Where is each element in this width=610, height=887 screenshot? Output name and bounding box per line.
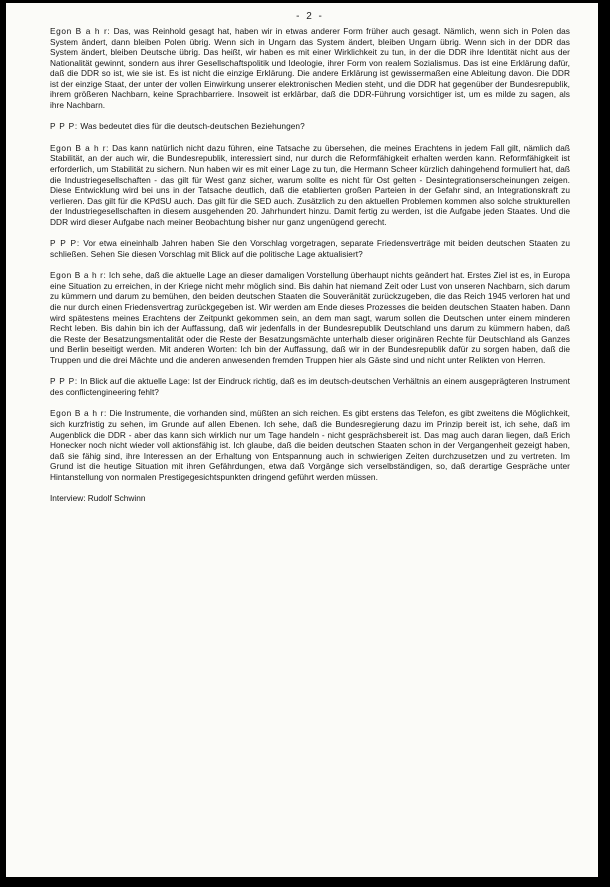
- speaker-label: Egon B a h r:: [50, 142, 110, 153]
- speaker-label: P P P:: [50, 121, 79, 132]
- page-number: - 2 -: [296, 11, 324, 22]
- question-paragraph: [50, 238, 570, 259]
- answer-paragraph: [50, 26, 570, 110]
- speaker-label: Egon B a h r:: [50, 270, 107, 281]
- speaker-label: Egon B a h r:: [50, 26, 111, 36]
- speaker-label: Egon B a h r:: [50, 408, 107, 419]
- paragraph-text: Was bedeutet dies für die deutsch-deutschen Beziehungen?: [80, 121, 305, 132]
- paragraph-text: Die Instrumente, die vorhanden sind, müßten an sich reichen. Es gibt erstens das Telefon, es gibt zweitens die Möglichkeit, sich kurzfristig zu sehen, im Grunde auf allen Ebenen. Ich sehe, daß die Bundesregierung dazu im Prinzip bereit ist, ich sehe, daß im Augenblick die DDR - aber das kann sich wirklich nur um Tage handeln - nicht gesprächsbereit ist. Das mag auch daran liegen, daß Erich Honecker noch nicht wieder voll aktionsfähig ist. Ich glaube, daß die beiden deutschen Staaten schon in der Vergangenheit gezeigt haben, daß sie fähig sind, ihre Interessen an der Erhaltung von Entspannung auch in schwierigen Zeiten durchzusetzen und zu vertreten. Im Grund ist die heutige Situation mit ihren Gefährdungen, etwa daß Vorgänge sich verselbständigen, so, daß derartige Gespräche unter Hintanstellung von normalen Prestigegesichtspunkten dringend geführt werden müssen.: [50, 408, 571, 482]
- question-paragraph: [50, 121, 570, 132]
- interview-credit: Interview: Rudolf Schwinn: [50, 493, 146, 504]
- question-paragraph: [50, 376, 570, 397]
- paragraph-text: Ich sehe, daß die aktuelle Lage an dieser damaligen Vorstellung überhaupt nichts geändert hat. Erstes Ziel ist es, in Europa eine Situation zu erreichen, in der Kriege nicht mehr möglich sind. Bis dahin hat niemand Zeit oder Lust von unseren Nachbarn, sich darum zu kümmern und darum zu bemühen, den beiden deutschen Staaten die Souveränität zurückzugeben, die das Reich 1945 verloren hat und die nur durch einen Friedensvertrag zurückgegeben ist. Wir werden am Ende dieses Prozesses die beiden deutschen Staaten haben. Dann wird spätestens meines Erachtens der Zeitpunkt gekommen sein, an dem man sagt, warum sollen die Deutschen unter einem minderen Recht leben. Bis dahin bin ich der Auffassung, daß wir jedenfalls in der Bundesrepublik Deutschland uns darum zu kümmern haben, daß die Reste der Besatzungsmentalität oder die Reste der Besatzungsmächte unterhalb dieser originären Rechte für Deutschland als Ganzes und Berlin beseitigt werden. Mit anderen Worten: Ich bin der Auffassung, daß wir in der Bundesrepublik dafür zu sorgen haben, daß die Truppen und die drei Mächte und die anderen anwesenden fremden Truppen hier als Gäste sind und nicht unter Relikten von Herren.: [50, 270, 571, 365]
- paragraph-text: In Blick auf die aktuelle Lage: Ist der Eindruck richtig, daß es im deutsch-deutschen Verhältnis an einem ausgeprägteren Instrument des conflictengineering fehlt?: [50, 376, 570, 397]
- answer-paragraph: [50, 408, 570, 482]
- paragraph-text: Vor etwa eineinhalb Jahren haben Sie den Vorschlag vorgetragen, separate Friedensverträge mit beiden deutschen Staaten zu schließen. Sehen Sie diesen Vorschlag mit Blick auf die politische Lage aktualisiert?: [50, 238, 570, 259]
- document-page: [6, 3, 598, 877]
- paragraph-text: Das kann natürlich nicht dazu führen, eine Tatsache zu übersehen, die meines Erachtens in jedem Fall gilt, nämlich daß Stabilität, an der auch wir, die Bundesrepublik, interessiert sind, nur durch die Reformfähigkeit erhalten werden kann. Reformfähigkeit ist erforderlich, um Stabilität zu sichern. Nun haben wir es mit einer Lage zu tun, die Hermann Scheer kürzlich dahingehend formuliert hat, daß die Industriegesellschaften - das gilt für West ganz sicher, warum sollte es nicht für Ost gelten - Desintegrationserscheinungen zeigen. Diese Entwicklung wird bei uns in der Tatsache deutlich, daß die etablierten großen Parteien in der Gefahr sind, an Integrationskraft zu verlieren. Das gilt für die KPdSU auch. Das gilt für die SED auch. Zusätzlich zu den aktuellen Problemen kommen also solche strukturellen der Industriegesellschaften in diesem ausgehenden 20. Jahrhundert hinzu. Damit fertig zu werden, ist die Aufgabe jeden Staates. Und die DDR wird dieser Aufgabe nach meiner Beobachtung bisher nur ganz ungenügend gerecht.: [50, 142, 571, 227]
- speaker-label: P P P:: [50, 238, 80, 249]
- answer-paragraph: [50, 143, 570, 227]
- speaker-label: P P P:: [50, 376, 79, 387]
- answer-paragraph: [50, 270, 570, 365]
- paragraph-text: Das, was Reinhold gesagt hat, haben wir in etwas anderer Form früher auch gesagt. Nämlich, wenn sich in Polen das System ändert, dann bleiben Polen übrig. Wenn sich in Ungarn das System ändert, bleiben Ungarn übrig. Wenn sich in der DDR das System ändert, bleiben Deutsche übrig. Das heißt, wir haben es mit einer Wirklichkeit zu tun, in der die DDR ihre Identität nicht aus der Nationalität gewinnt, sondern aus ihrer Gesellschaftspolitik und Ideologie, ihrer Form von realem Sozialismus. Das ist eine Erklärung dafür, daß die DDR so ist, wie sie ist. Es ist nicht die einzige Erklärung. Die andere Erklärung ist gewissermaßen eine Ableitung davon. Die DDR ist der einzige Staat, der unter der vollen Einwirkung unserer elektronischen Medien steht, und die DDR hat gegenüber der Bundesrepublik, ihrem größeren Nachbarn, keine Sprachbarriere. Insoweit ist erklärbar, daß die DDR-Führung vorsichtiger ist, um es milde zu sagen, als ihre Nachbarn.: [50, 26, 570, 110]
